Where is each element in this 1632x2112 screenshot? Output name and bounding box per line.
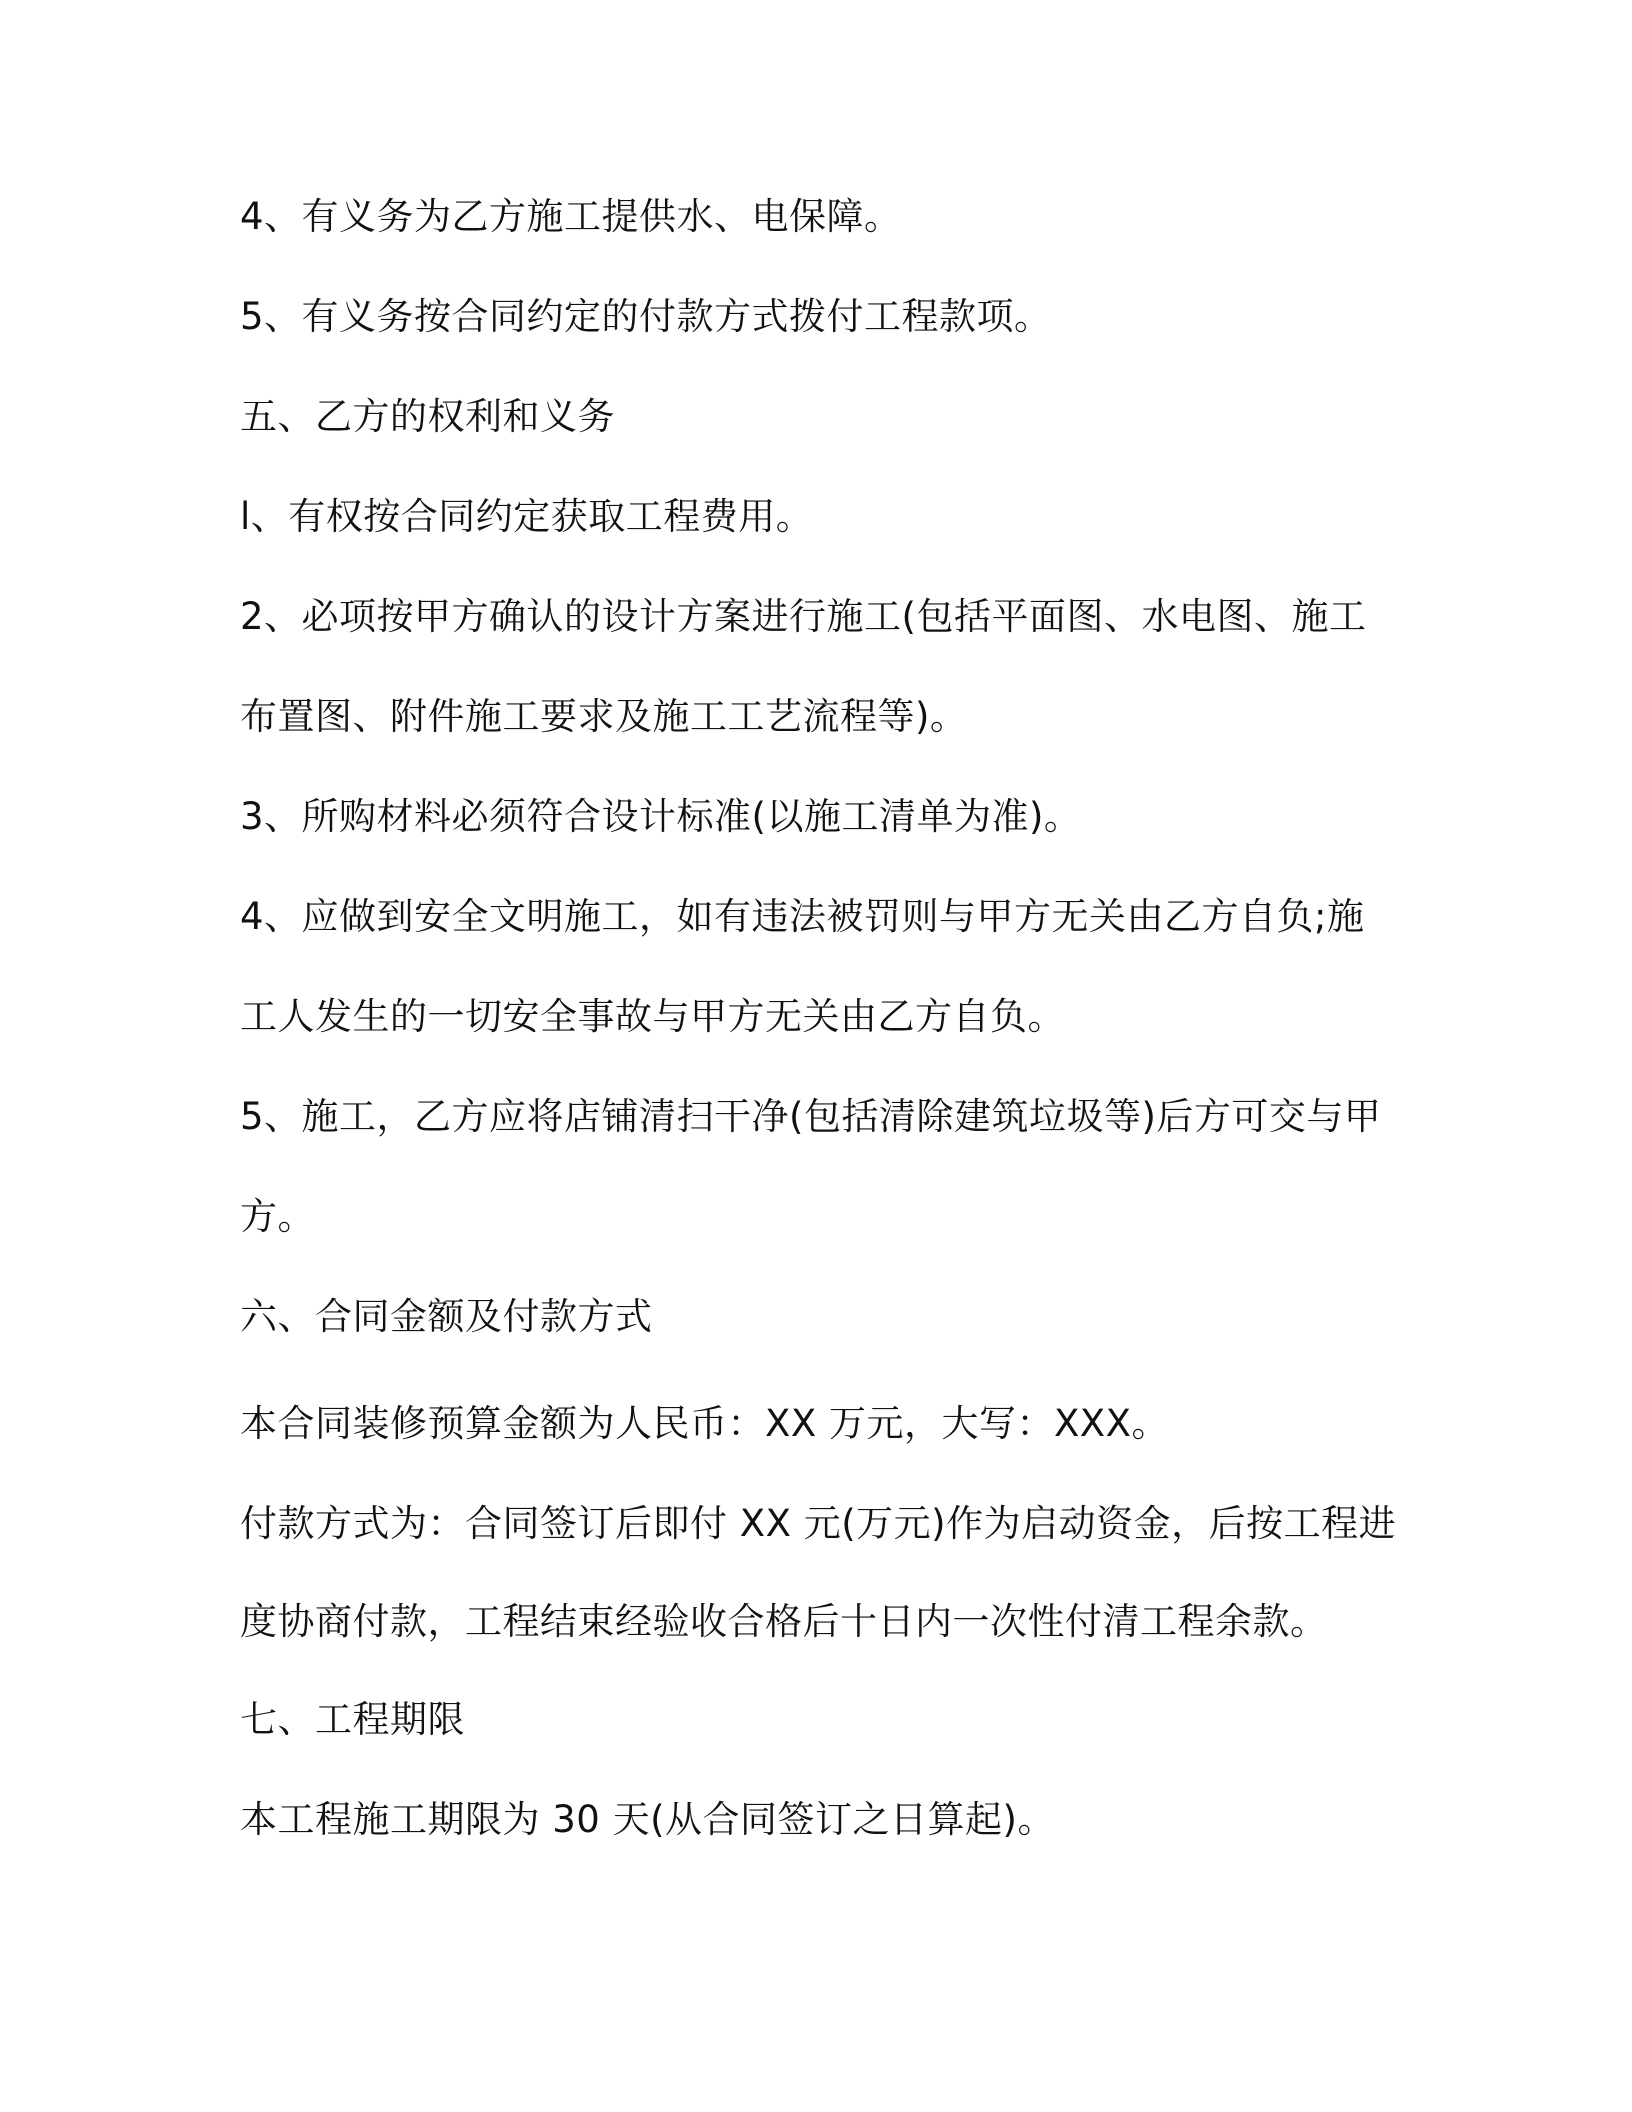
clause-b1-fee-right: l、有权按合同约定获取工程费用。 bbox=[240, 495, 814, 538]
clause-b4-safety-line-1: 4、应做到安全文明施工，如有违法被罚则与甲方无关由乙方自负;施 bbox=[240, 895, 1365, 938]
payment-method-line-2: 度协商付款，工程结束经验收合格后十日内一次性付清工程余款。 bbox=[240, 1600, 1328, 1643]
clause-b5-cleanup-line-2: 方。 bbox=[240, 1195, 315, 1238]
section-heading-party-b-rights: 五、乙方的权利和义务 bbox=[240, 395, 615, 438]
project-period-text: 本工程施工期限为 30 天(从合同签订之日算起)。 bbox=[240, 1798, 1055, 1841]
clause-b2-design-line-2: 布置图、附件施工要求及施工工艺流程等)。 bbox=[240, 695, 968, 738]
clause-a5-payment-duty: 5、有义务按合同约定的付款方式拨付工程款项。 bbox=[240, 295, 1052, 338]
clause-a4-water-electricity: 4、有义务为乙方施工提供水、电保障。 bbox=[240, 195, 902, 238]
payment-method-line-1: 付款方式为：合同签订后即付 XX 元(万元)作为启动资金，后按工程进 bbox=[240, 1502, 1397, 1545]
section-heading-project-period: 七、工程期限 bbox=[240, 1698, 465, 1741]
clause-b3-materials: 3、所购材料必须符合设计标准(以施工清单为准)。 bbox=[240, 795, 1082, 838]
contract-budget-amount: 本合同装修预算金额为人民币：XX 万元，大写：XXX。 bbox=[240, 1402, 1169, 1445]
clause-b2-design-line-1: 2、必项按甲方确认的设计方案进行施工(包括平面图、水电图、施工 bbox=[240, 595, 1367, 638]
clause-b5-cleanup-line-1: 5、施工，乙方应将店铺清扫干净(包括清除建筑垃圾等)后方可交与甲 bbox=[240, 1095, 1382, 1138]
section-heading-contract-amount: 六、合同金额及付款方式 bbox=[240, 1295, 653, 1338]
clause-b4-safety-line-2: 工人发生的一切安全事故与甲方无关由乙方自负。 bbox=[240, 995, 1065, 1038]
